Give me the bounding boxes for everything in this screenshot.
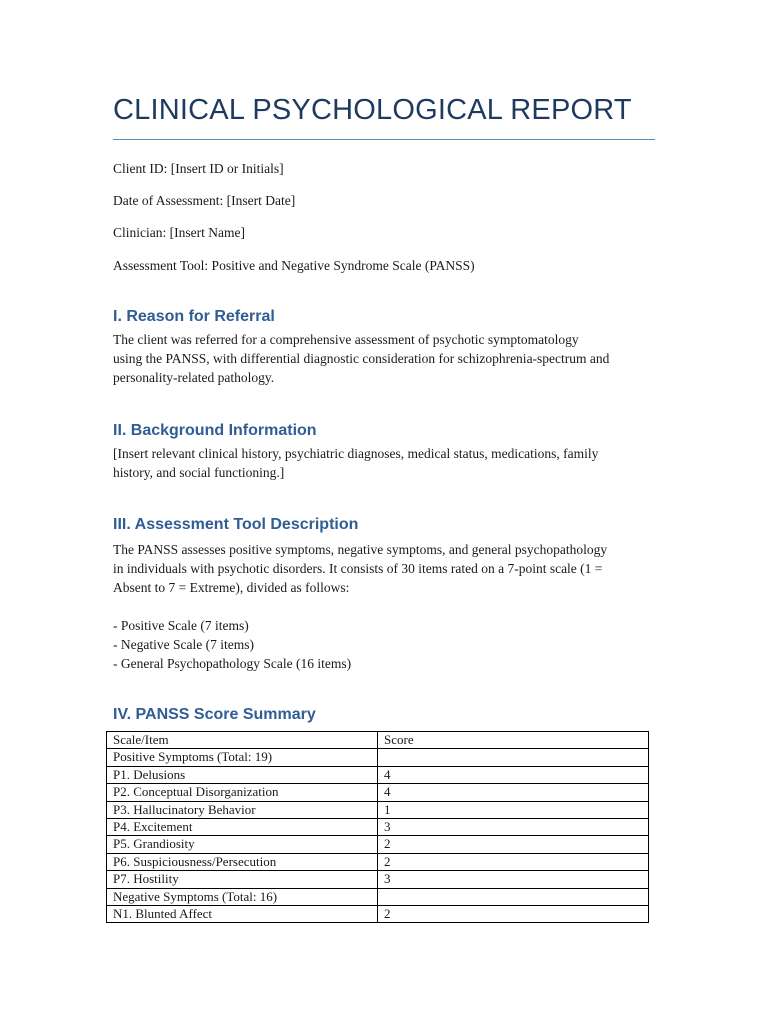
score-cell xyxy=(378,888,649,905)
score-cell: 2 xyxy=(378,853,649,870)
column-header-scale: Scale/Item xyxy=(107,732,378,749)
item-cell: P4. Excitement xyxy=(107,818,378,835)
paragraph-line: [Insert relevant clinical history, psychiatric diagnoses, medical status, medications, family xyxy=(113,446,599,461)
column-header-score: Score xyxy=(378,732,649,749)
paragraph-line: in individuals with psychotic disorders. It consists of 30 items rated on a 7-point scale (1 = xyxy=(113,561,603,577)
item-cell: P5. Grandiosity xyxy=(107,836,378,853)
report-title: CLINICAL PSYCHOLOGICAL REPORT xyxy=(113,94,632,126)
section-heading-score-summary: IV. PANSS Score Summary xyxy=(113,706,316,723)
paragraph-line: The client was referred for a comprehensive assessment of psychotic symptomatology xyxy=(113,332,579,347)
item-cell: P1. Delusions xyxy=(107,766,378,783)
table-row xyxy=(107,836,649,853)
item-cell: Negative Symptoms (Total: 16) xyxy=(107,888,378,905)
table-header-row xyxy=(107,732,649,749)
background-paragraph xyxy=(113,444,658,482)
table-row xyxy=(107,801,649,818)
section-heading-referral: I. Reason for Referral xyxy=(113,308,275,325)
item-cell: P2. Conceptual Disorganization xyxy=(107,784,378,801)
item-cell: N1. Blunted Affect xyxy=(107,905,378,922)
score-cell: 3 xyxy=(378,871,649,888)
tool-description-paragraph xyxy=(113,540,658,598)
list-item: - General Psychopathology Scale (16 items) xyxy=(113,656,352,672)
table-row xyxy=(107,749,649,766)
scale-list xyxy=(113,616,351,674)
item-cell: P7. Hostility xyxy=(107,871,378,888)
clinician-line: Clinician: [Insert Name] xyxy=(113,225,245,240)
paragraph-line: The PANSS assesses positive symptoms, negative symptoms, and general psychopathology xyxy=(113,542,608,557)
item-cell: Positive Symptoms (Total: 19) xyxy=(107,749,378,766)
score-cell: 4 xyxy=(378,784,649,801)
referral-paragraph xyxy=(113,330,658,388)
client-id-line: Client ID: [Insert ID or Initials] xyxy=(113,161,284,176)
score-cell: 4 xyxy=(378,766,649,783)
section-heading-tool-description: III. Assessment Tool Description xyxy=(113,516,359,533)
item-cell: P3. Hallucinatory Behavior xyxy=(107,801,378,818)
section-heading-background: II. Background Information xyxy=(113,422,317,439)
table-row xyxy=(107,905,649,922)
assessment-tool-line: Assessment Tool: Positive and Negative Syndrome Scale (PANSS) xyxy=(113,258,475,273)
table-row xyxy=(107,888,649,905)
table-row xyxy=(107,818,649,835)
paragraph-line: personality-related pathology. xyxy=(113,370,275,386)
table-row xyxy=(107,784,649,801)
panss-score-table xyxy=(106,731,649,923)
score-cell: 2 xyxy=(378,836,649,853)
item-cell: P6. Suspiciousness/Persecution xyxy=(107,853,378,870)
paragraph-line: using the PANSS, with differential diagnostic consideration for schizophrenia-spectrum and xyxy=(113,351,610,367)
table-row xyxy=(107,766,649,783)
score-cell xyxy=(378,749,649,766)
title-divider xyxy=(113,139,655,140)
table-row xyxy=(107,871,649,888)
list-item: - Negative Scale (7 items) xyxy=(113,637,254,653)
list-item: - Positive Scale (7 items) xyxy=(113,618,249,633)
table-row xyxy=(107,853,649,870)
score-cell: 2 xyxy=(378,905,649,922)
score-cell: 1 xyxy=(378,801,649,818)
paragraph-line: history, and social functioning.] xyxy=(113,465,285,481)
score-cell: 3 xyxy=(378,818,649,835)
assessment-date-line: Date of Assessment: [Insert Date] xyxy=(113,193,296,208)
paragraph-line: Absent to 7 = Extreme), divided as follows: xyxy=(113,580,350,596)
